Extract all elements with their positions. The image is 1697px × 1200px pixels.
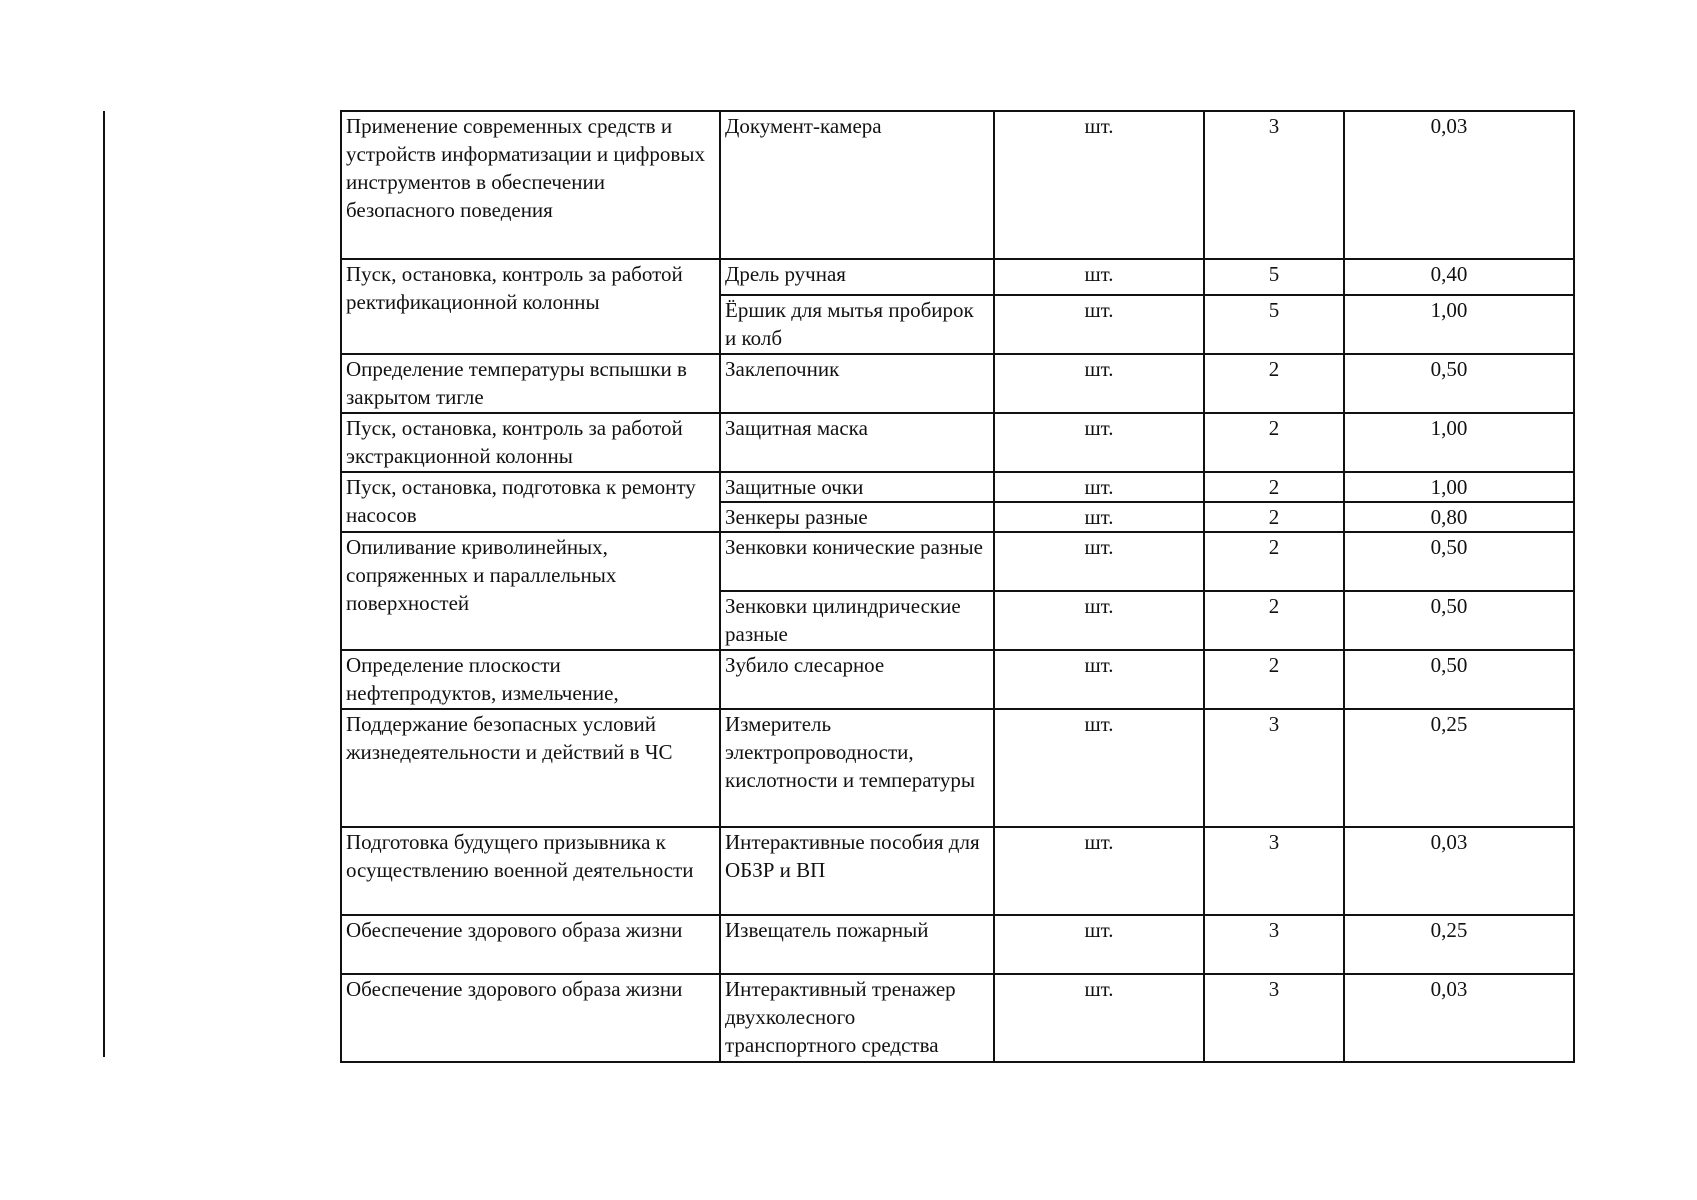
norm-value: 0,25 [1430, 712, 1468, 736]
quantity-cell: 2 [1204, 650, 1344, 709]
table-row [341, 974, 1574, 1062]
equipment-cell: Интерактивные пособия для ОБЗР и ВП [720, 827, 994, 915]
table-row [341, 259, 1574, 295]
norm-cell [1344, 472, 1574, 502]
quantity-cell: 2 [1204, 502, 1344, 532]
norm-value: 1,00 [1430, 298, 1468, 322]
norm-value: 0,40 [1430, 262, 1468, 286]
equipment-cell: Зенковки цилиндрические разные [720, 591, 994, 650]
table-row [341, 709, 1574, 827]
activity-cell: Опиливание криволинейных, сопряженных и параллельных поверхностей [341, 532, 720, 650]
norm-cell [1344, 413, 1574, 472]
norm-cell [1344, 502, 1574, 532]
norm-cell [1344, 111, 1574, 259]
unit-cell: шт. [994, 650, 1204, 709]
norm-value: 0,03 [1430, 114, 1468, 138]
norm-cell [1344, 259, 1574, 295]
unit-cell: шт. [994, 974, 1204, 1062]
norm-value: 1,00 [1430, 416, 1468, 440]
unit-cell: шт. [994, 111, 1204, 259]
norm-value: 0,03 [1430, 830, 1468, 854]
table-row [341, 532, 1574, 591]
unit-cell: шт. [994, 413, 1204, 472]
equipment-cell: Защитная маска [720, 413, 994, 472]
equipment-cell: Ёршик для мытья пробирок и колб [720, 295, 994, 354]
quantity-cell: 3 [1204, 915, 1344, 974]
norm-value: 0,50 [1430, 594, 1468, 618]
equipment-cell: Дрель ручная [720, 259, 994, 295]
unit-cell: шт. [994, 502, 1204, 532]
quantity-cell: 3 [1204, 827, 1344, 915]
equipment-cell: Интерактивный тренажер двухколесного транспортного средства [720, 974, 994, 1062]
norm-value: 0,25 [1430, 918, 1468, 942]
activity-cell: Поддержание безопасных условий жизнедеятельности и действий в ЧС [341, 709, 720, 827]
quantity-cell: 2 [1204, 532, 1344, 591]
activity-cell: Применение современных средств и устройств информатизации и цифровых инструментов в обеспечении безопасного поведения [341, 111, 720, 259]
activity-cell: Пуск, остановка, подготовка к ремонту насосов [341, 472, 720, 532]
norm-cell [1344, 650, 1574, 709]
table-row [341, 472, 1574, 502]
norm-cell [1344, 295, 1574, 354]
quantity-cell: 2 [1204, 354, 1344, 413]
equipment-cell: Заклепочник [720, 354, 994, 413]
equipment-cell: Зубило слесарное [720, 650, 994, 709]
unit-cell: шт. [994, 915, 1204, 974]
norm-cell [1344, 532, 1574, 591]
norm-value: 0,80 [1430, 505, 1468, 529]
quantity-cell: 2 [1204, 413, 1344, 472]
quantity-cell: 2 [1204, 472, 1344, 502]
quantity-cell: 5 [1204, 259, 1344, 295]
norm-cell [1344, 354, 1574, 413]
norm-cell [1344, 827, 1574, 915]
unit-cell: шт. [994, 295, 1204, 354]
quantity-cell: 3 [1204, 111, 1344, 259]
norm-cell [1344, 709, 1574, 827]
norm-value: 0,50 [1430, 535, 1468, 559]
equipment-cell: Документ-камера [720, 111, 994, 259]
norm-value: 0,50 [1430, 653, 1468, 677]
equipment-cell: Измеритель электропроводности, кислотности и температуры [720, 709, 994, 827]
table-row [341, 413, 1574, 472]
table-row [341, 827, 1574, 915]
norm-cell [1344, 591, 1574, 650]
table-row [341, 650, 1574, 709]
activity-cell: Подготовка будущего призывника к осуществлению военной деятельности [341, 827, 720, 915]
activity-cell: Обеспечение здорового образа жизни [341, 974, 720, 1062]
activity-cell: Пуск, остановка, контроль за работой экстракционной колонны [341, 413, 720, 472]
unit-cell: шт. [994, 259, 1204, 295]
equipment-cell: Зенковки конические разные [720, 532, 994, 591]
norm-cell [1344, 915, 1574, 974]
quantity-cell: 3 [1204, 709, 1344, 827]
norm-cell [1344, 974, 1574, 1062]
quantity-cell: 5 [1204, 295, 1344, 354]
activity-cell: Определение температуры вспышки в закрытом тигле [341, 354, 720, 413]
table-row [341, 354, 1574, 413]
activity-cell: Обеспечение здорового образа жизни [341, 915, 720, 974]
equipment-cell: Зенкеры разные [720, 502, 994, 532]
equipment-cell: Извещатель пожарный [720, 915, 994, 974]
activity-cell: Пуск, остановка, контроль за работой ректификационной колонны [341, 259, 720, 354]
unit-cell: шт. [994, 591, 1204, 650]
quantity-cell: 3 [1204, 974, 1344, 1062]
equipment-table [340, 110, 1575, 1063]
page-margin-line [103, 111, 105, 1057]
table-row [341, 111, 1574, 259]
unit-cell: шт. [994, 532, 1204, 591]
unit-cell: шт. [994, 827, 1204, 915]
equipment-cell: Защитные очки [720, 472, 994, 502]
unit-cell: шт. [994, 472, 1204, 502]
unit-cell: шт. [994, 354, 1204, 413]
table-row [341, 915, 1574, 974]
norm-value: 1,00 [1430, 475, 1468, 499]
activity-cell: Определение плоскости нефтепродуктов, измельчение, [341, 650, 720, 709]
norm-value: 0,50 [1430, 357, 1468, 381]
norm-value: 0,03 [1430, 977, 1468, 1001]
quantity-cell: 2 [1204, 591, 1344, 650]
unit-cell: шт. [994, 709, 1204, 827]
